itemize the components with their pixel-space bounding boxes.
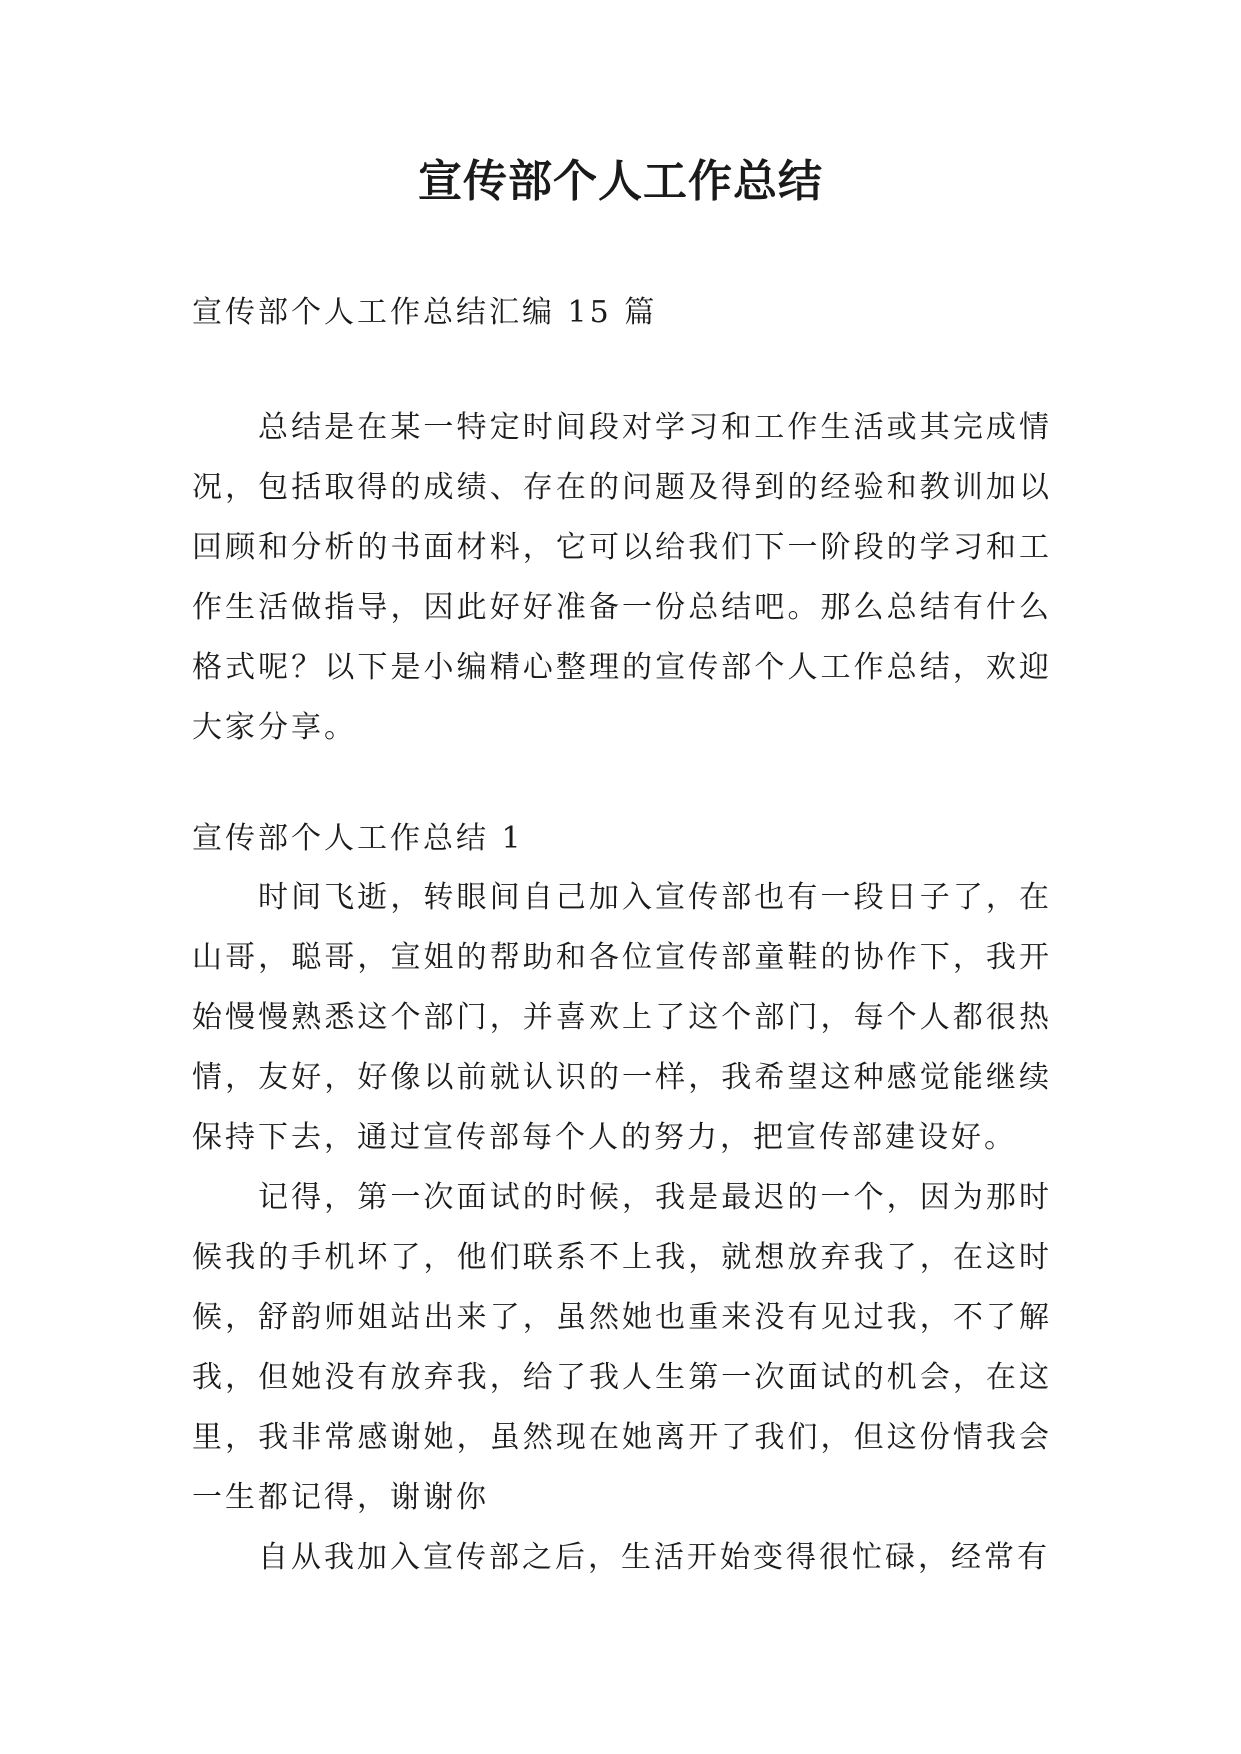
document-body xyxy=(192,284,1052,1588)
body-paragraph: 时间飞逝，转眼间自己加入宣传部也有一段日子了，在山哥，聪哥，宣姐的帮助和各位宣传部童鞋的协作下，我开始慢慢熟悉这个部门，并喜欢上了这个部门，每个人都很热情，友好，好像以前就认识的一样，我希望这种感觉能继续保持下去，通过宣传部每个人的努力，把宣传部建设好。 xyxy=(192,880,1052,1155)
intro-paragraph: 总结是在某一特定时间段对学习和工作生活或其完成情况，包括取得的成绩、存在的问题及得到的经验和教训加以回顾和分析的书面材料，它可以给我们下一阶段的学习和工作生活做指导，因此好好准备一份总结吧。那么总结有什么格式呢？以下是小编精心整理的宣传部个人工作总结，欢迎大家分享。 xyxy=(192,410,1052,745)
section-heading: 宣传部个人工作总结 1 xyxy=(192,821,524,856)
body-paragraph: 自从我加入宣传部之后，生活开始变得很忙碌，经常有 xyxy=(258,1540,1050,1575)
body-paragraph: 记得，第一次面试的时候，我是最迟的一个，因为那时候我的手机坏了，他们联系不上我，就想放弃我了，在这时候，舒韵师姐站出来了，虽然她也重来没有见过我，不了解我，但她没有放弃我，给了我人生第一次面试的机会，在这里，我非常感谢她，虽然现在她离开了我们，但这份情我会一生都记得，谢谢你 xyxy=(192,1180,1052,1515)
document-subtitle: 宣传部个人工作总结汇编 15 篇 xyxy=(192,295,658,330)
document-title: 宣传部个人工作总结 xyxy=(418,156,823,207)
